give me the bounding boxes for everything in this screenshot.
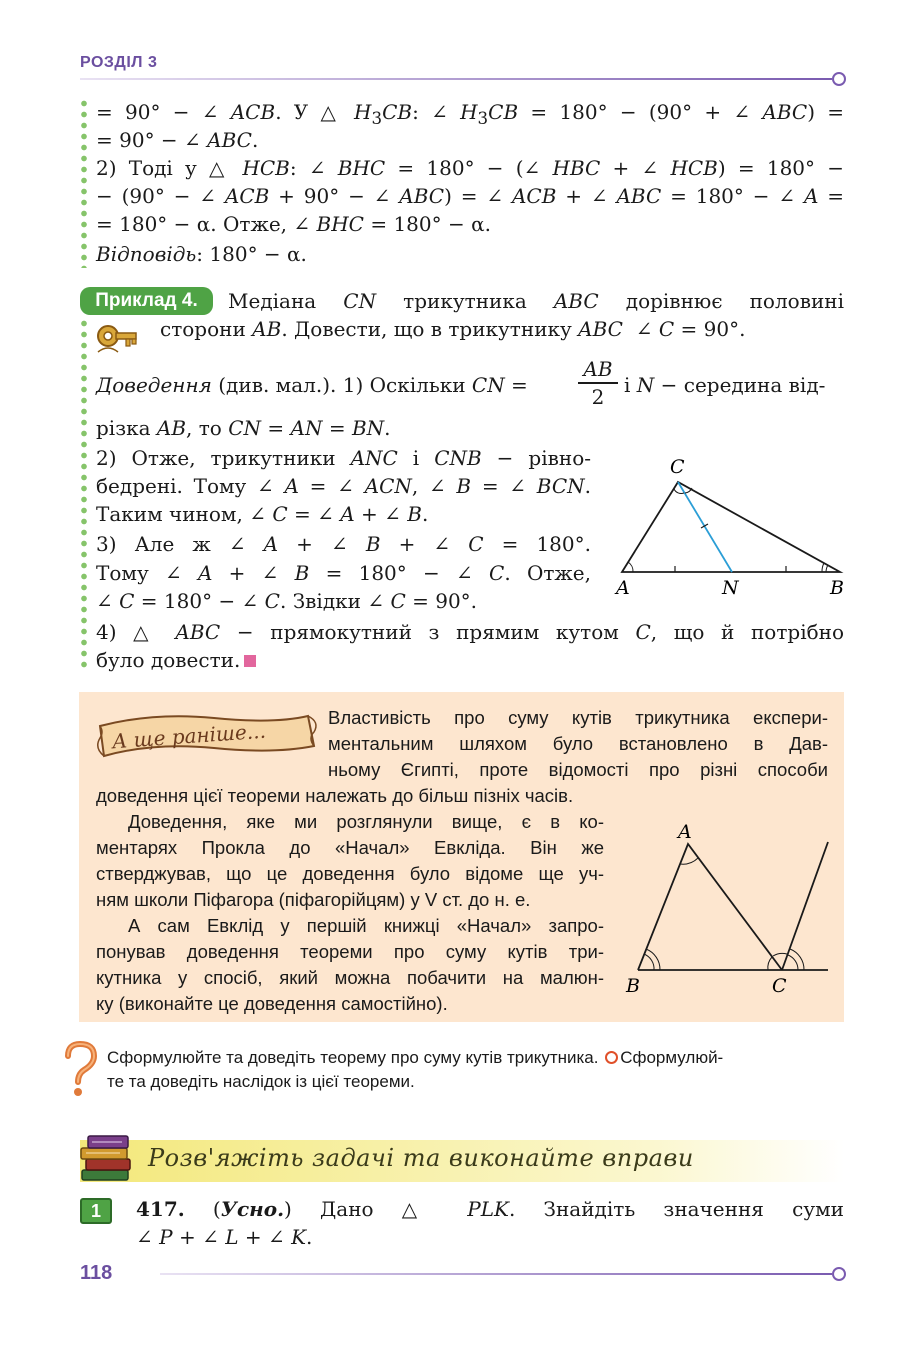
margin-dots-top [80,98,88,268]
label-n: N [722,577,739,599]
history-line-4: доведення цієї теореми належать до більш пізніх часів. [96,785,574,806]
history-line-9: А сам Евклід у першій книжці «Начал» запро- [128,915,604,936]
fraction-ab-over-2 [578,356,618,410]
end-of-proof-square [244,655,256,667]
task-417-line-1: 417. (Усно.) Дано △ PLK. Знайдіть значення суми [136,1197,844,1221]
proof-line-1-end: і N − середина від- [624,373,826,397]
angle-c-middle-arc [773,953,787,956]
label-c: C [772,975,787,997]
proof-line-5: Таким чином, ∠ C = ∠ A + ∠ B. [96,502,429,526]
question-separator-circle [605,1051,618,1064]
parallel-ray [782,842,828,970]
angle-a-arc [628,562,633,572]
answer-label: Відповідь [96,242,197,266]
fraction-denominator: 2 [591,384,605,409]
history-line-3: ньому Єгипті, проте відомості про різні способи [328,759,828,780]
label-a: A [678,821,692,843]
task-number: 417. [136,1197,185,1221]
proof-line-7: Тому ∠ A + ∠ B = 180° − ∠ C. Отже, [96,561,591,585]
history-line-8: ням школи Піфагора (піфагорійцям) у V ст. до н. е. [96,889,531,910]
footer-rule-end [832,1267,846,1281]
angle-b-arc-1 [644,954,654,970]
label-a: A [616,577,630,599]
triangle-abc [622,482,840,572]
history-line-11: кутника у спосіб, який можна побачити на малюн- [96,967,604,988]
proof-line-9: 4) △ ABC − прямокутний з прямим кутом C, що й потрібно [96,620,845,644]
angle-b-arc-1 [826,565,828,572]
question-line-1 [107,1046,844,1070]
solution-line-1: = 90° − ∠ ACB. У △ $H_3CB$: ∠ $H_3CB = 180^\circ - (90^\circ$ + ∠ ABC) = [96,100,845,128]
history-ribbon-text: А ще раніше... [111,718,267,754]
footer-rule [160,1273,832,1275]
label-c: C [670,456,685,478]
proof-line-2: різка AB, то CN = AN = BN. [96,416,391,440]
example-badge: Приклад 4. [80,287,213,315]
page-number: 118 [80,1262,113,1284]
angle-b-arc-2 [646,949,660,970]
task-417-line-2: ∠ P + ∠ L + ∠ K. [136,1225,313,1249]
solution-line-5: = 180° − α. Отже, ∠ BHC = 180° − α. [96,212,491,236]
proof-line-8: ∠ C = 180° − ∠ C. Звідки ∠ C = 90°. [96,589,478,613]
euclid-figure [622,818,838,1000]
angle-c-inner-arc [768,957,772,970]
question-mark-icon [60,1040,100,1098]
section-label: РОЗДІЛ 3 [80,54,158,71]
history-line-10: понував доведення теореми про суму кутів три- [96,941,604,962]
proof-line-6: 3) Але ж ∠ A + ∠ B + ∠ C = 180°. [96,532,591,556]
median-cn [678,482,732,572]
angle-b-arc-2 [822,563,824,572]
question-1-text: Сформулюйте та доведіть теорему про суму кутів трикутника. [107,1048,599,1067]
label-b: B [626,975,640,997]
books-icon [78,1130,136,1184]
history-line-2: ментальним шляхом було встановлено в Дав- [328,733,828,754]
header-rule-end [832,72,846,86]
question-2-start: Сформулюй- [620,1048,724,1067]
triangle-median-figure [608,452,854,602]
triangle-sides-ab-ac [638,844,782,970]
tasks-title: Розв'яжіть задачі та виконайте вправи [148,1144,694,1172]
proof-line-3: 2) Отже, трикутники ANC і CNB − рівно- [96,446,592,470]
history-line-12: ку (виконайте це доведення самостійно). [96,993,448,1014]
angle-c-outer-arc-2 [790,949,804,970]
solution-line-2: = 90° − ∠ ABC. [96,128,259,152]
example-statement-2: сторони AB. Довести, що в трикутнику ABC ∠ C = 90°. [160,317,746,341]
proof-line-4: бедрені. Тому ∠ A = ∠ ACN, ∠ B = ∠ BCN. [96,474,592,498]
header-rule [80,78,832,80]
question-line-2: те та доведіть наслідок із цієї теореми. [107,1072,415,1091]
solution-line-4: − (90° − ∠ ACB + 90° − ∠ ABC) = ∠ ACB + ∠ ABC = 180° − ∠ A = [96,184,844,208]
label-b: B [830,577,844,599]
answer-value: : 180° − α. [196,242,307,266]
answer-line [96,240,844,268]
proof-line-10-text: було довести. [96,648,241,672]
solution-line-3: 2) Тоді у △ HCB: ∠ BHC = 180° − (∠ HBC + ∠ HCB) = 180° − [96,156,844,180]
fraction-numerator: AB [583,357,613,381]
history-line-7: стверджував, що це доведення було відоме ще уч- [96,863,604,884]
history-line-5: Доведення, яке ми розглянули вище, є в ко- [128,811,604,832]
proof-line-1: Доведення (див. мал.). 1) Оскільки CN = [96,373,528,397]
history-line-6: ментарях Прокла до «Начал» Евкліда. Він же [96,837,604,858]
level-badge: 1 [80,1198,112,1224]
history-line-1: Властивість про суму кутів трикутника експери- [328,707,828,728]
angle-c-outer-arc-1 [788,955,798,970]
margin-dots-example [80,318,88,670]
key-icon [96,322,138,358]
proof-line-10 [96,646,844,674]
example-statement-1: Медіана CN трикутника ABC дорівнює половині [228,289,845,313]
